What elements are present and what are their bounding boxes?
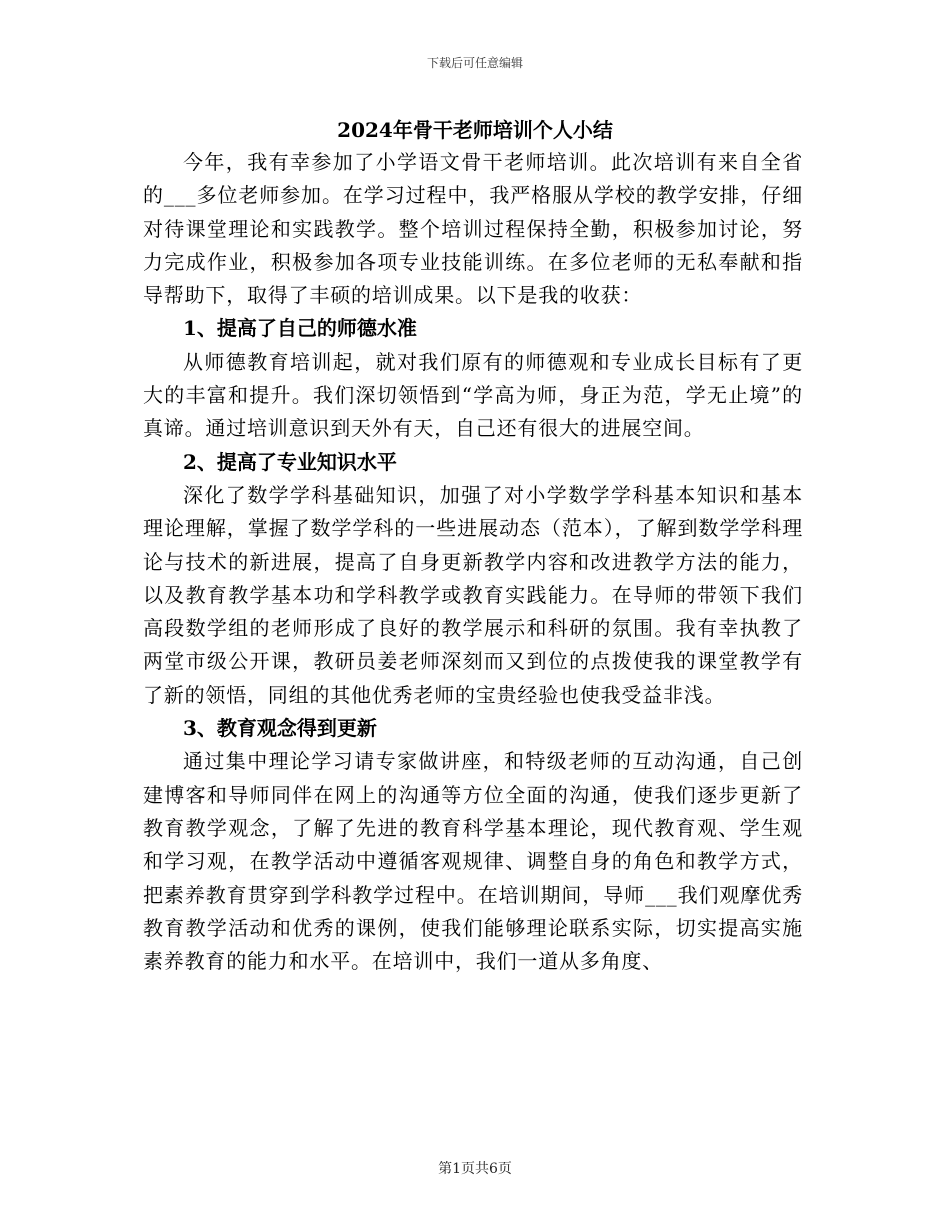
section-heading-1: 1、提高了自己的师德水准 — [183, 316, 417, 341]
page-indicator: 第1页共6页 — [438, 1161, 512, 1177]
section-body-1: 从师德教育培训起，就对我们原有的师德观和专业成长目标有了更大的丰富和提升。我们深切领悟到“学高为师，身正为范，学无止境”的真谛。通过培训意识到天外有天，自己还有很大的进展空间。 — [143, 349, 803, 441]
section-body-3: 通过集中理论学习请专家做讲座，和特级老师的互动沟通，自己创建博客和导师同伴在网上的沟通等方位全面的沟通，使我们逐步更新了教育教学观念，了解了先进的教育科学基本理论，现代教育观、学生观和学习观，在教学活动中遵循客观规律、调整自身的角色和教学方式，把素养教育贯穿到学科教学过程中。在培训期间，导师___我们观摩优秀教育教学活动和优秀的课例，使我们能够理论联系实际，切实提高实施素养教育的能力和水平。在培训中，我们一道从多角度、 — [143, 749, 803, 974]
section-heading-2: 2、提高了专业知识水平 — [183, 449, 397, 474]
intro-paragraph: 今年，我有幸参加了小学语文骨干老师培训。此次培训有来自全省的___多位老师参加。在学习过程中，我严格服从学校的教学安排，仔细对待课堂理论和实践教学。整个培训过程保持全勤，积极参加讨论，努力完成作业，积极参加各项专业技能训练。在多位老师的无私奉献和指导帮助下，取得了丰硕的培训成果。以下是我的收获： — [143, 150, 803, 308]
section-heading-3: 3、教育观念得到更新 — [183, 716, 377, 741]
document-body — [143, 146, 803, 978]
document-title: 2024年骨干老师培训个人小结 — [337, 118, 613, 142]
section-body-2: 深化了数学学科基础知识，加强了对小学数学学科基本知识和基本理论理解，掌握了数学学科的一些进展动态（范本），了解到数学学科理论与技术的新进展，提高了自身更新教学内容和改进教学方法的能力，以及教育教学基本功和学科教学或教育实践能力。在导师的带领下我们高段数学组的老师形成了良好的教学展示和科研的氛围。我有幸执教了两堂市级公开课，教研员姜老师深刻而又到位的点拨使我的课堂教学有了新的领悟，同组的其他优秀老师的宝贵经验也使我受益非浅。 — [143, 482, 803, 707]
header-note: 下载后可任意编辑 — [426, 56, 523, 70]
